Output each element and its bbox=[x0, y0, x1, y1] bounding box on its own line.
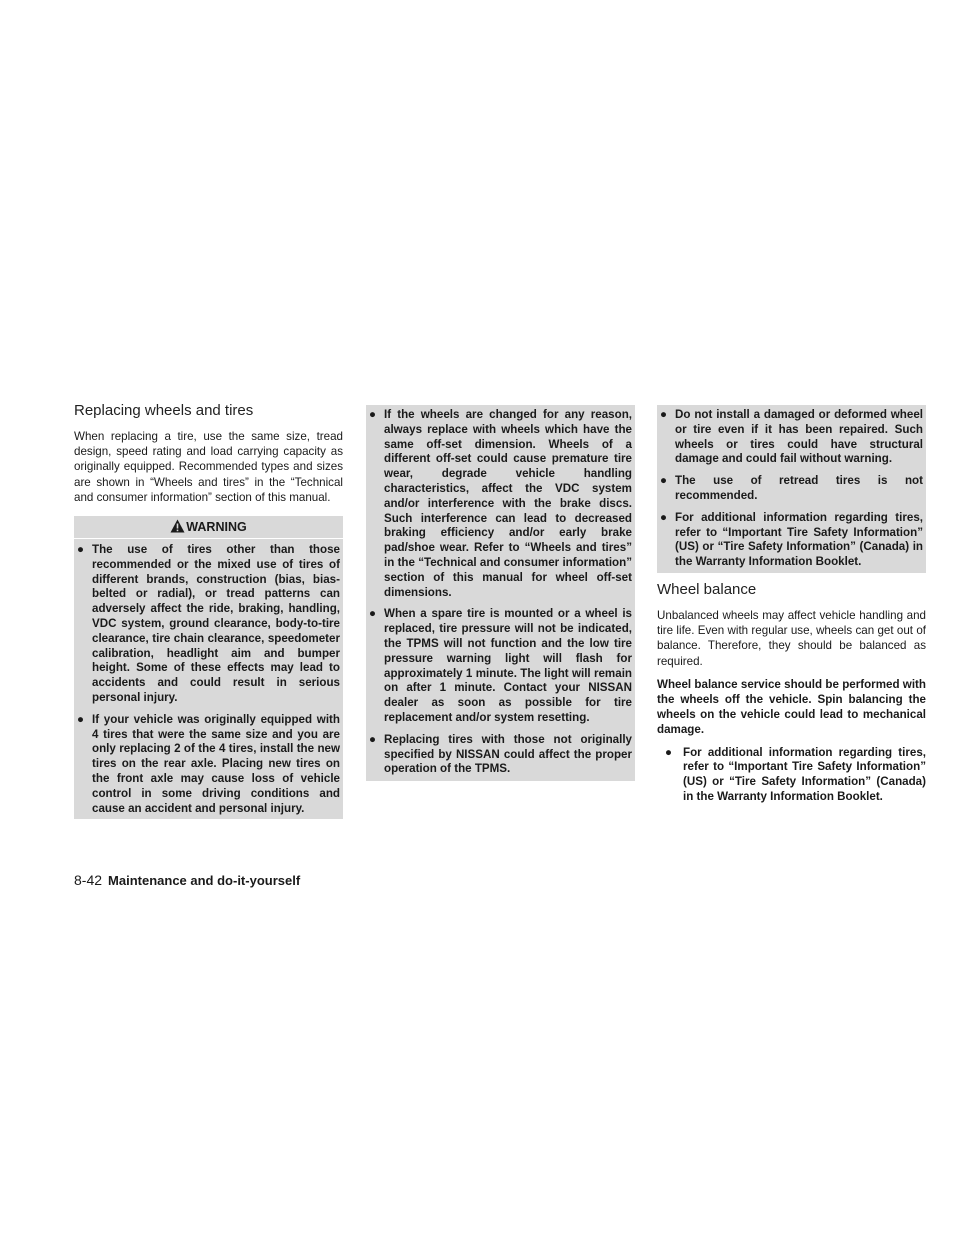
warning-list-3 bbox=[657, 408, 923, 570]
list-item: ● If your vehicle was originally equipped with 4 tires that were the same size and you are only replacing 2 of the 4 tires, install the new tires on the rear axle. Placing new tires on the front axle may cause loss of vehicle control in some driving conditions and cause an accident and personal injury. bbox=[77, 712, 340, 815]
page-number: 8-42 bbox=[74, 872, 103, 888]
warning-header bbox=[74, 516, 343, 539]
page-footer bbox=[74, 871, 300, 890]
column-1 bbox=[74, 402, 343, 819]
wheel-balance-intro: Unbalanced wheels may affect vehicle handling and tire life. Even with regular use, wheels can get out of balance. Therefore, they should be balanced as required. bbox=[657, 608, 926, 668]
list-item: ● For additional information regarding tires, refer to “Important Tire Safety Information” (US) or “Tire Safety Information” (Canada) in the Warranty Information Booklet. bbox=[665, 745, 926, 803]
bullet-icon: ● bbox=[660, 474, 668, 488]
warning-box-continued bbox=[366, 405, 635, 781]
bullet-icon: ● bbox=[77, 543, 85, 557]
warning-triangle-icon bbox=[170, 519, 185, 533]
section-title-replacing-wheels: Replacing wheels and tires bbox=[74, 402, 254, 419]
column-2 bbox=[366, 405, 635, 781]
bullet-icon: ● bbox=[665, 745, 673, 759]
list-item: ● The use of retread tires is not recommended. bbox=[660, 474, 923, 502]
warning-list-2 bbox=[366, 408, 632, 777]
bullet-icon: ● bbox=[369, 408, 377, 421]
chapter-title: Maintenance and do-it-yourself bbox=[108, 873, 301, 888]
bullet-icon: ● bbox=[369, 732, 377, 746]
warning-box-continued-2 bbox=[657, 405, 926, 573]
bullet-icon: ● bbox=[660, 408, 668, 421]
bullet-icon: ● bbox=[660, 510, 668, 524]
list-item: ● The use of tires other than those recommended or the mixed use of tires of different brands, construction (bias, bias-belted or radial), or tread patterns can adversely affect the ride, braking, handling, VDC system, ground clearance, body-to-tire clearance, tire chain clearance, speedometer calibration, headlight aim and bumper height. Some of these effects may lead to accidents and could result in serious personal injury. bbox=[77, 543, 340, 704]
list-item: ● Do not install a damaged or deformed wheel or tire even if it has been repaired. Such wheels or tires could have structural damage and could fail without warning. bbox=[660, 408, 923, 466]
bullet-icon: ● bbox=[77, 712, 85, 726]
warning-box bbox=[74, 516, 343, 819]
column-3 bbox=[657, 405, 926, 812]
list-item: ● For additional information regarding tires, refer to “Important Tire Safety Information” (US) or “Tire Safety Information” (Canada) in the Warranty Information Booklet. bbox=[660, 510, 923, 569]
list-item: ● If the wheels are changed for any reason, always replace with wheels which have the same off-set dimension. Wheels of a different off-set could cause premature tire wear, degrade vehicle handling characteristics, affect the VDC system and/or interference with the brake discs. Such interference can lead to decreased braking efficiency and/or early brake pad/shoe wear. Refer to “Wheels and tires” in the “Technical and consumer information” section of this manual for wheel off-set dimensions. bbox=[369, 408, 632, 599]
warning-list-1 bbox=[74, 543, 340, 816]
bullet-icon: ● bbox=[369, 607, 377, 621]
section-title-wheel-balance: Wheel balance bbox=[657, 580, 757, 598]
warning-label: WARNING bbox=[186, 520, 247, 535]
list-item: ● Replacing tires with those not originally specified by NISSAN could affect the proper operation of the TPMS. bbox=[369, 732, 632, 776]
list-item: ● When a spare tire is mounted or a wheel is replaced, tire pressure will not be indicated, the TPMS will not function and the low tire pressure warning light will flash for approximately 1 minute. The light will remain on after 1 minute. Contact your NISSAN dealer as soon as possible for tire replacement and/or system resetting. bbox=[369, 607, 632, 724]
wheel-balance-bold-paragraph: Wheel balance service should be performed with the wheels off the vehicle. Spin balancing the wheels on the vehicle could lead to mechanical damage. bbox=[657, 677, 926, 737]
replacing-intro-paragraph: When replacing a tire, use the same size, tread design, speed rating and load carrying capacity as originally equipped. Recommended types and sizes are shown in “Wheels and tires” in the “Technical and consumer information” section of this manual. bbox=[74, 430, 343, 504]
wheel-balance-list bbox=[657, 746, 926, 805]
